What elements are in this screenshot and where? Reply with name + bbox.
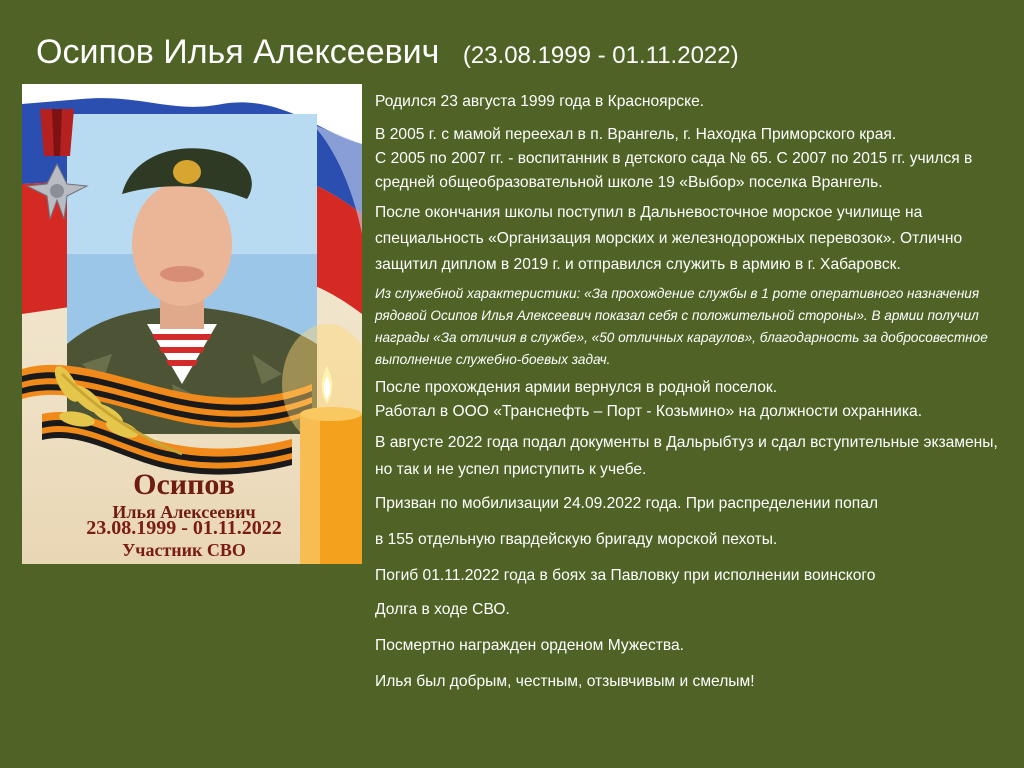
poster-dates: 23.08.1999 - 01.11.2022: [86, 517, 282, 539]
bio-paragraph: После окончания школы поступил в Дальневосточное морское училище на специальность «Организация морских и железнодорожных перевозок». Отлично защитил диплом в 2019 г. и отправился служить в армию в г. Хабаровск.: [375, 204, 963, 273]
bio-paragraph: Посмертно награжден орденом Мужества.: [375, 637, 685, 654]
title-dates: (23.08.1999 - 01.11.2022): [462, 42, 739, 69]
bio-paragraph: Призван по мобилизации 24.09.2022 года. При распределении попал: [375, 495, 878, 512]
bio-quote: Из служебной характеристики: «За прохождение службы в 1 роте оперативного назначения рядовой Осипов Илья Алексеевич показал себя с положительной стороны». В армии получил награды «За отличия в службе», «50 отличных караулов», благодарность за добросовестное выполнение служебно-боевых задач.: [375, 286, 988, 367]
bio-paragraph: в 155 отдельную гвардейскую бригаду морской пехоты.: [375, 531, 778, 548]
bio-paragraph: После прохождения армии вернулся в родной поселок.: [375, 379, 778, 396]
biography: [375, 90, 1015, 694]
bio-paragraph: В августе 2022 года подал документы в Дальрыбтуз и сдал вступительные экзамены, но так и не успел приступить к учебе.: [375, 434, 998, 478]
memorial-poster: [22, 84, 362, 564]
poster-given-names: Илья Алексеевич: [112, 502, 256, 522]
page-title: [36, 30, 739, 78]
bio-paragraph: Родился 23 августа 1999 года в Красноярске.: [375, 93, 705, 110]
bio-paragraph: С 2005 по 2007 гг. - воспитанник в детского сада № 65. С 2007 по 2015 гг. учился в средней общеобразовательной школе 19 «Выбор» поселка Врангель.: [375, 150, 973, 191]
bio-paragraph: Илья был добрым, честным, отзывчивым и смелым!: [375, 673, 755, 690]
poster-surname: Осипов: [133, 468, 235, 501]
bio-paragraph: Работал в ООО «Транснефть – Порт - Козьмино» на должности охранника.: [375, 403, 923, 420]
bio-paragraph: В 2005 г. с мамой переехал в п. Врангель, г. Находка Приморского края.: [375, 126, 897, 143]
bio-paragraph: Погиб 01.11.2022 года в боях за Павловку при исполнении воинского: [375, 567, 876, 584]
title-name: Осипов Илья Алексеевич: [36, 33, 440, 71]
bio-paragraph: Долга в ходе СВО.: [375, 601, 510, 618]
poster-role: Участник СВО: [122, 540, 246, 560]
